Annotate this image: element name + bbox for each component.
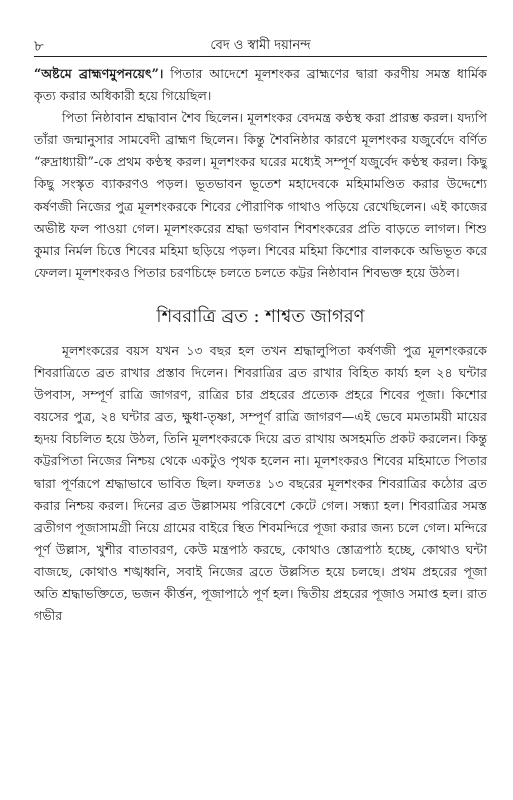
paragraph-shaiva-father: পিতা নিষ্ঠাবান শ্রদ্ধাবান শৈব ছিলেন। মূলশংকর বেদমন্ত্র কণ্ঠস্থ করা প্রারম্ভ করল। যদ্যপি তাঁরা জন্মানুসার সামবেদী ব্রাহ্মণ ছিলেন। কিন্তু শৈবনিষ্ঠার কারণে মূলশংকর যজুর্বেদে বর্ণিত “রুদ্রাধ্যায়ী”-কে প্রথম কণ্ঠস্থ করল। মূলশংকর ঘরের মধ্যেই সম্পূর্ণ যজুর্বেদ কণ্ঠস্থ করল। কিছু কিছু সংস্কৃত ব্যাকরণও পড়ল। ভূতভাবন ভূতেশ মহাদেবকে মহিমামণ্ডিত করার উদ্দেশ্যে কর্ষণজী নিজের পুত্র মূলশংকরকে শিবের পৌরাণিক গাথাও পড়িয়ে রেখেছিলেন। এই কাজের অভীষ্ট ফল পাওয়া গেল। মূলশংকরের শ্রদ্ধা ভগবান শিবশংকরের প্রতি বাড়তে লাগল। শিশু কুমার নির্মল চিত্তে শিবের মহিমা ছড়িয়ে পড়ল। শিবের মহিমা কিশোর বালককে অভিভূত করে ফেলল। মূলশংকরও পিতার চরণচিহ্নে চলতে চলতে কট্টর নিষ্ঠাবান শিবভক্ত হয়ে উঠল। <box>34 110 487 280</box>
sanskrit-quote: “অষ্টমে ব্রাহ্মণমুপনয়েৎ”। <box>34 66 164 81</box>
running-title: বেদ ও স্বামী দয়ানন্দ <box>210 38 311 53</box>
page-number: ৮ <box>34 37 44 55</box>
running-header <box>34 30 487 57</box>
paragraph-shivaratri-vow: মূলশংকরের বয়স যখন ১৩ বছর হল তখন শ্রদ্ধালুপিতা কর্ষণজী পুত্র মূলশংকরকে শিবরাত্রিতে ব্রত রাখার প্রস্তাব দিলেন। শিবরাত্রির ব্রত রাখার বিহিত কার্য্য হল ২৪ ঘন্টার উপবাস, সম্পূর্ণ রাত্রি জাগরণ, রাত্রির চার প্রহরের প্রত্যেক প্রহরে শিবের পূজা। কিশোর বয়সের পুত্র, ২৪ ঘন্টার ব্রত, ক্ষুধা-তৃষ্ণা, সম্পূর্ণ রাত্রি জাগরণ—এই ভেবে মমতাময়ী মায়ের হৃদয় বিচলিত হয়ে উঠল, তিনি মূলশংকরকে দিয়ে ব্রত রাখায় অসহমতি প্রকট করলেন। কিন্তু কট্টরপিতা নিজের নিশ্চয় থেকে একটুও পৃথক হলেন না। মূলশংকরও শিবের মহিমাতে পিতার দ্বারা পূর্ণরূপে শ্রদ্ধাভাবে ভাবিত ছিল। ফলতঃ ১৩ বছরের মূলশংকর শিবরাত্রির কঠোর ব্রত করার নিশ্চয় করল। দিনের ব্রত উল্লাসময় পরিবেশে কেটে গেল। সন্ধ্যা হল। শিবরাত্রির সমস্ত ব্রতীগণ পূজাসামগ্রী নিয়ে গ্রামের বাইরে স্থিত শিবমন্দিরে পূজা করার জন্য চলে গেল। মন্দিরে পূর্ণ উল্লাস, খুশীর বাতাবরণ, কেউ মন্ত্রপাঠ করছে, কোথাও স্তোত্রপাঠ হচ্ছে, কোথাও ঘন্টা বাজছে, কোথাও শঙ্খধ্বনি, সবাই নিজের ব্রতে উল্লসিত হয়ে চলছে। প্রথম প্রহরের পূজা অতি শ্রদ্ধাভক্তিতে, ভজন কীর্ত্তন, পূজাপাঠে পূর্ণ হল। দ্বিতীয় প্রহরের পূজাও সমাপ্ত হল। রাত গভীর <box>34 342 487 624</box>
section-heading: শিবরাত্রি ব্রত : শাশ্বত জাগরণ <box>156 305 365 327</box>
paragraph-upanayana-text: পিতার আদেশে মূলশংকর ব্রাহ্মণের দ্বারা করণীয় সমস্ত ধার্মিক কৃত্য করার অধিকারী হয়ে গিয়েছিল। <box>34 66 487 104</box>
paragraph-upanayana <box>34 63 487 107</box>
